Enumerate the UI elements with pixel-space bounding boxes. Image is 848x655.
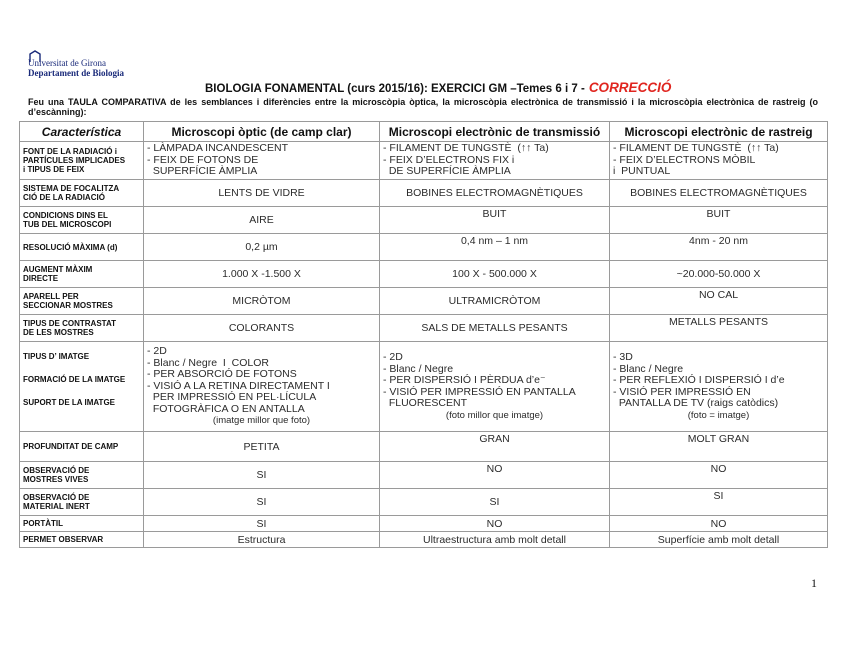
row-label [20, 432, 144, 462]
table-cell: SI [144, 516, 380, 532]
table-row [20, 142, 828, 180]
row-label-line: OBSERVACIÓ DE [23, 466, 90, 475]
table-cell: BOBINES ELECTROMAGNÈTIQUES [380, 180, 610, 207]
row-label [20, 532, 144, 548]
cell-line: - Blanc / Negre [613, 362, 684, 375]
row-label-line: PARTÍCULES IMPLICADES [23, 156, 126, 165]
cell-line: - Blanc / Negre [383, 362, 454, 375]
row-label-line: i TIPUS DE FEIX [23, 165, 85, 174]
cell-line: (foto millor que imatge) [445, 409, 544, 421]
table-cell: 1.000 X -1.500 X [144, 261, 380, 288]
page-number: 1 [811, 576, 817, 590]
cell-line: - PER ABSORCIÓ DE FOTONS [147, 368, 297, 381]
table-cell [380, 342, 610, 432]
row-label-line: MATERIAL INERT [23, 502, 90, 511]
table-cell: BOBINES ELECTROMAGNÈTIQUES [610, 180, 828, 207]
row-label [20, 342, 144, 432]
row-label-line: DE LES MOSTRES [23, 328, 94, 337]
cell-line: - VISIÓ A LA RETINA DIRECTAMENT I [147, 379, 330, 392]
row-label-line: RESOLUCIÓ MÀXIMA (d) [23, 242, 118, 252]
row-label-line: OBSERVACIÓ DE [23, 493, 90, 502]
row-label-line: FONT DE LA RADIACIÓ i [23, 147, 117, 156]
row-label-line: TIPUS DE CONTRASTAT [23, 319, 117, 328]
row-label-line: DIRECTE [23, 274, 59, 283]
row-label-line: SISTEMA DE FOCALITZA [23, 184, 120, 193]
cell-line: FLUORESCENT [383, 397, 468, 409]
column-header: Microscopi electrònic de transmissió [380, 122, 610, 142]
row-label [20, 142, 144, 180]
row-label [20, 261, 144, 288]
row-label [20, 207, 144, 234]
row-label-line: SECCIONAR MOSTRES [23, 301, 113, 310]
row-label [20, 516, 144, 532]
row-label-line: PERMET OBSERVAR [23, 535, 104, 544]
table-row [20, 516, 828, 532]
table-cell: PETITA [144, 432, 380, 462]
row-label [20, 489, 144, 516]
cell-line: PER IMPRESSIÓ EN PEL·LÍCULA [147, 391, 317, 404]
cell-line: (imatge millor que foto) [212, 415, 311, 427]
table-cell: BUIT [380, 207, 610, 234]
table-cell: NO [380, 462, 610, 489]
table-cell: Ultraestructura amb molt detall [380, 532, 610, 548]
table-cell: SI [144, 489, 380, 516]
cell-line: - LÀMPADA INCANDESCENT [147, 142, 288, 155]
table-row [20, 261, 828, 288]
comparison-table-body [20, 122, 828, 548]
cell-line: - FEIX DE FOTONS DE [147, 153, 259, 166]
logo-department: Departament de Biologia [28, 68, 124, 78]
table-cell: AIRE [144, 207, 380, 234]
cell-line: - 2D [383, 351, 403, 363]
table-cell: SI [610, 489, 828, 516]
cell-line: - Blanc / Negre I COLOR [147, 356, 269, 369]
cell-line: - 2D [147, 345, 167, 358]
table-cell [144, 342, 380, 432]
cell-line: SUPERFÍCIE ÀMPLIA [147, 165, 258, 178]
table-cell [610, 142, 828, 180]
row-label-line: PORTÀTIL [23, 519, 63, 528]
row-label-line: CONDICIONS DINS EL [23, 211, 108, 220]
table-row [20, 489, 828, 516]
table-cell: 0,4 nm – 1 nm [380, 234, 610, 261]
column-header: Característica [20, 122, 144, 142]
table-cell: SI [380, 489, 610, 516]
cell-line: - PER DISPERSIÓ I PÈRDUA d’e⁻ [383, 374, 546, 386]
cell-line: - FILAMENT DE TUNGSTÈ (↑↑ Ta) [613, 142, 779, 155]
cell-line: (foto = imatge) [687, 409, 750, 421]
cell-line: PANTALLA DE TV (raigs catòdics) [613, 397, 779, 409]
row-label [20, 234, 144, 261]
logo-university: Universitat de Girona [28, 58, 106, 68]
comparison-table [19, 121, 828, 548]
table-cell: Superfície amb molt detall [610, 532, 828, 548]
cell-line: - PER REFLEXIÓ I DISPERSIÓ I d’e [613, 374, 785, 386]
cell-line: - FEIX D’ELECTRONS FIX i [383, 153, 515, 166]
row-label-line: PROFUNDITAT DE CAMP [23, 442, 119, 451]
exercise-statement: Feu una TAULA COMPARATIVA de les semblances i diferències entre la microscòpia òptica, la microscòpia electrònica de transmissió i la microscòpia electrònica de rastreig (o d’escànning): [28, 97, 818, 117]
table-cell: BUIT [610, 207, 828, 234]
row-label-line: TUB DEL MICROSCOPI [23, 220, 112, 229]
row-label-line: FORMACIÓ DE LA IMATGE [23, 375, 126, 384]
table-row [20, 342, 828, 432]
table-row [20, 462, 828, 489]
cell-line: - VISIÓ PER IMPRESSIÓ EN [613, 385, 751, 398]
table-cell: GRAN [380, 432, 610, 462]
table-cell: LENTS DE VIDRE [144, 180, 380, 207]
table-cell: NO [610, 462, 828, 489]
logo-mark-icon [28, 50, 42, 64]
column-header: Microscopi òptic (de camp clar) [144, 122, 380, 142]
title-main: BIOLOGIA FONAMENTAL (curs 2015/16): EXERCICI GM –Temes 6 i 7 - [205, 83, 585, 95]
table-cell: NO [610, 516, 828, 532]
cell-line: - FILAMENT DE TUNGSTÈ (↑↑ Ta) [383, 142, 549, 155]
table-cell: METALLS PESANTS [610, 315, 828, 342]
row-label [20, 288, 144, 315]
table-cell: Estructura [144, 532, 380, 548]
table-row [20, 432, 828, 462]
table-cell: SI [144, 462, 380, 489]
table-cell: 0,2 µm [144, 234, 380, 261]
table-header-row [20, 122, 828, 142]
table-cell: ~20.000-50.000 X [610, 261, 828, 288]
row-label-line: APARELL PER [23, 292, 79, 301]
row-label-line: SUPORT DE LA IMATGE [23, 398, 115, 407]
cell-line: - 3D [613, 351, 633, 363]
document-title [205, 80, 671, 95]
table-row [20, 288, 828, 315]
table-cell: MOLT GRAN [610, 432, 828, 462]
table-cell [144, 142, 380, 180]
table-row [20, 234, 828, 261]
table-row [20, 180, 828, 207]
table-cell: ULTRAMICRÒTOM [380, 288, 610, 315]
cell-line: - FEIX D’ELECTRONS MÒBIL [613, 153, 756, 166]
table-cell [380, 142, 610, 180]
table-cell: NO CAL [610, 288, 828, 315]
row-label-line: MOSTRES VIVES [23, 475, 89, 484]
table-cell [610, 342, 828, 432]
table-cell: SALS DE METALLS PESANTS [380, 315, 610, 342]
table-row [20, 315, 828, 342]
row-label [20, 315, 144, 342]
cell-line: - VISIÓ PER IMPRESSIÓ EN PANTALLA [383, 385, 576, 398]
table-cell: NO [380, 516, 610, 532]
table-row [20, 207, 828, 234]
table-row [20, 532, 828, 548]
row-label [20, 180, 144, 207]
cell-line: i PUNTUAL [613, 165, 671, 178]
row-label-line: CIÓ DE LA RADIACIÓ [23, 193, 105, 202]
table-cell: 4nm - 20 nm [610, 234, 828, 261]
table-cell: COLORANTS [144, 315, 380, 342]
row-label [20, 462, 144, 489]
row-label-line: AUGMENT MÀXIM [23, 265, 93, 274]
column-header: Microscopi electrònic de rastreig [610, 122, 828, 142]
title-correction: CORRECCIÓ [588, 80, 672, 95]
cell-line: FOTOGRÀFICA O EN ANTALLA [147, 402, 305, 415]
table-cell: 100 X - 500.000 X [380, 261, 610, 288]
university-logo [28, 58, 124, 78]
row-label-line: TIPUS D’ IMATGE [23, 352, 90, 361]
cell-line: DE SUPERFÍCIE ÀMPLIA [383, 165, 511, 178]
table-cell: MICRÒTOM [144, 288, 380, 315]
